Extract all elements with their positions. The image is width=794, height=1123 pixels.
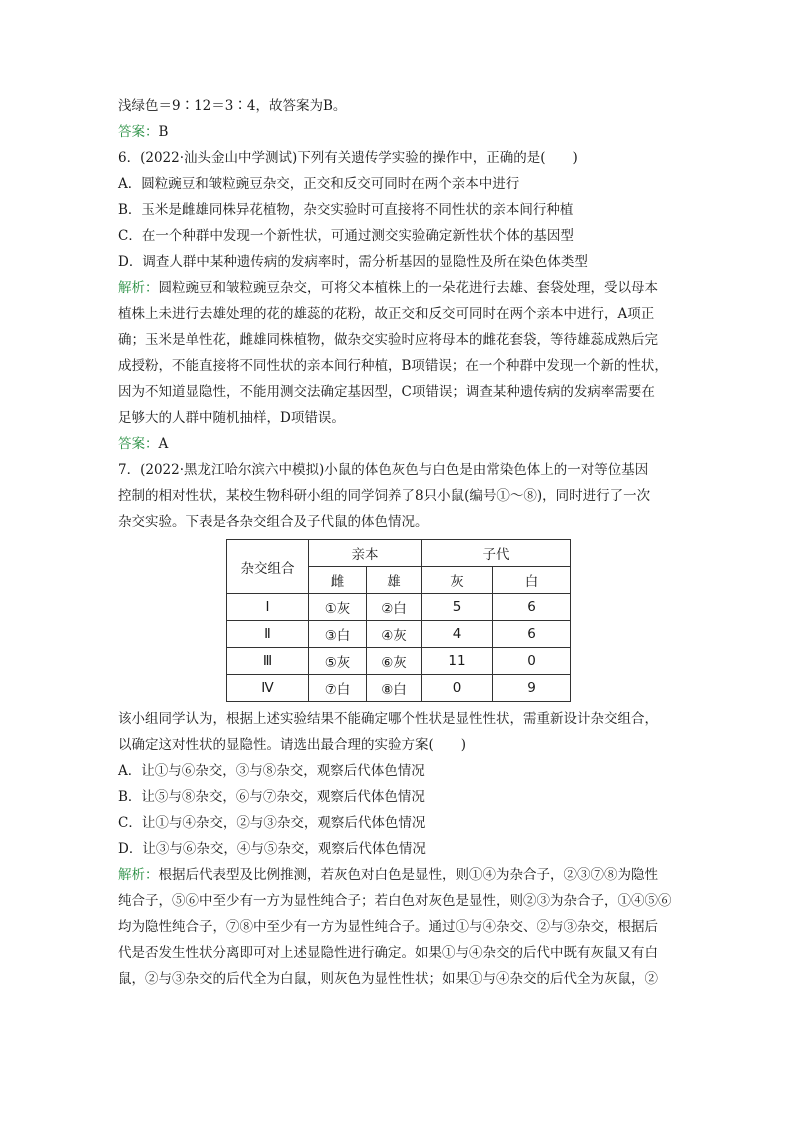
answer-label: 答案： <box>118 436 159 452</box>
header-parents: 亲本 <box>309 540 422 567</box>
header-male: 雄 <box>367 567 422 594</box>
analysis-line: 均为隐性纯合子，⑦⑧中至少有一方为显性纯合子。通过①与④杂交、②与③杂交，根据后 <box>118 919 658 935</box>
question-7-option-b: B．让⑤与⑧杂交，⑥与⑦杂交，观察后代体色情况 <box>118 789 425 805</box>
cell-male: ⑥灰 <box>367 648 422 675</box>
header-offspring: 子代 <box>422 540 571 567</box>
question-7-stem: 控制的相对性状，某校生物科研小组的同学饲养了8只小鼠(编号①～⑧)，同时进行了一次 <box>118 488 651 504</box>
analysis-label: 解析： <box>118 280 159 296</box>
cell-white: 0 <box>493 648 571 675</box>
cell-white: 9 <box>493 675 571 702</box>
analysis-line: 确；玉米是单性花，雌雄同株植物，做杂交实验时应将母本的雌花套袋，等待雄蕊成熟后完 <box>118 332 658 348</box>
question-6-option-a: A．圆粒豌豆和皱粒豌豆杂交，正交和反交可同时在两个亲本中进行 <box>118 176 520 192</box>
text-line: 该小组同学认为，根据上述实验结果不能确定哪个性状是显性性状，需重新设计杂交组合， <box>118 711 658 727</box>
analysis-line: 足够大的人群中随机抽样，D项错误。 <box>118 410 345 426</box>
header-cross-group: 杂交组合 <box>227 540 309 594</box>
cell-group: Ⅲ <box>227 648 309 675</box>
cell-female: ⑦白 <box>309 675 367 702</box>
question-6-analysis <box>118 275 688 301</box>
header-white: 白 <box>493 567 571 594</box>
answer-value: B <box>158 124 169 140</box>
question-7-option-c: C．让①与④杂交，②与③杂交，观察后代体色情况 <box>118 815 426 831</box>
cell-grey: 11 <box>422 648 493 675</box>
analysis-text: 根据后代表型及比例推测，若灰色对白色是显性，则①④为杂合子，②③⑦⑧为隐性 <box>158 867 658 883</box>
cell-grey: 0 <box>422 675 493 702</box>
document-page <box>118 93 688 992</box>
question-7-stem: 杂交实验。下表是各杂交组合及子代鼠的体色情况。 <box>118 514 429 530</box>
cell-grey: 5 <box>422 594 493 621</box>
analysis-text: 圆粒豌豆和皱粒豌豆杂交，可将父本植株上的一朵花进行去雄、套袋处理，受以母本 <box>158 280 658 296</box>
cell-group: Ⅳ <box>227 675 309 702</box>
answer-value: A <box>158 436 169 452</box>
table-row <box>227 648 571 675</box>
table-row <box>227 621 571 648</box>
cell-male: ⑧白 <box>367 675 422 702</box>
table-row <box>227 675 571 702</box>
cross-table <box>226 539 571 702</box>
cell-male: ②白 <box>367 594 422 621</box>
cell-grey: 4 <box>422 621 493 648</box>
cell-group: Ⅱ <box>227 621 309 648</box>
table-header-row <box>227 540 571 567</box>
question-6-option-c: C．在一个种群中发现一个新性状，可通过测交实验确定新性状个体的基因型 <box>118 228 574 244</box>
question-6-option-d: D．调查人群中某种遗传病的发病率时，需分析基因的显隐性及所在染色体类型 <box>118 254 588 270</box>
analysis-line: 鼠，②与③杂交的后代全为白鼠，则灰色为显性性状；如果①与④杂交的后代全为灰鼠，② <box>118 971 658 987</box>
question-6-stem: 6．(2022·汕头金山中学测试)下列有关遗传学实验的操作中，正确的是( ) <box>118 150 578 166</box>
question-7-option-a: A．让①与⑥杂交，③与⑧杂交，观察后代体色情况 <box>118 763 425 779</box>
question-6-option-b: B．玉米是雌雄同株异花植物，杂交实验时可直接将不同性状的亲本间行种植 <box>118 202 574 218</box>
text-line: 以确定这对性状的显隐性。请选出最合理的实验方案( ) <box>118 737 467 753</box>
cell-white: 6 <box>493 594 571 621</box>
answer-line-q6 <box>118 431 688 457</box>
question-7-stem: 7．(2022·黑龙江哈尔滨六中模拟)小鼠的体色灰色与白色是由常染色体上的一对等位基因 <box>118 462 649 478</box>
cell-white: 6 <box>493 621 571 648</box>
question-7-option-d: D．让③与⑥杂交，④与⑤杂交，观察后代体色情况 <box>118 841 426 857</box>
table-row <box>227 594 571 621</box>
text-line: 浅绿色＝9∶12＝3∶4，故答案为B。 <box>118 98 347 114</box>
answer-label: 答案： <box>118 124 159 140</box>
question-7-analysis <box>118 862 688 888</box>
cell-female: ①灰 <box>309 594 367 621</box>
analysis-line: 植株上未进行去雄处理的花的雄蕊的花粉，故正交和反交可同时在两个亲本中进行，A项正 <box>118 306 655 322</box>
analysis-line: 因为不知道显隐性，不能用测交法确定基因型，C项错误；调查某种遗传病的发病率需要在 <box>118 384 655 400</box>
cell-female: ③白 <box>309 621 367 648</box>
header-grey: 灰 <box>422 567 493 594</box>
answer-line-q5 <box>118 119 688 145</box>
analysis-line: 纯合子，⑤⑥中至少有一方为显性纯合子；若白色对灰色是显性，则②③为杂合子，①④⑤⑥ <box>118 893 672 909</box>
analysis-line: 成授粉，不能直接将不同性状的亲本间行种植，B项错误；在一个种群中发现一个新的性状， <box>118 358 668 374</box>
cell-male: ④灰 <box>367 621 422 648</box>
cell-female: ⑤灰 <box>309 648 367 675</box>
analysis-label: 解析： <box>118 867 159 883</box>
header-female: 雌 <box>309 567 367 594</box>
cell-group: Ⅰ <box>227 594 309 621</box>
analysis-line: 代是否发生性状分离即可对上述显隐性进行确定。如果①与④杂交的后代中既有灰鼠又有白 <box>118 945 658 961</box>
